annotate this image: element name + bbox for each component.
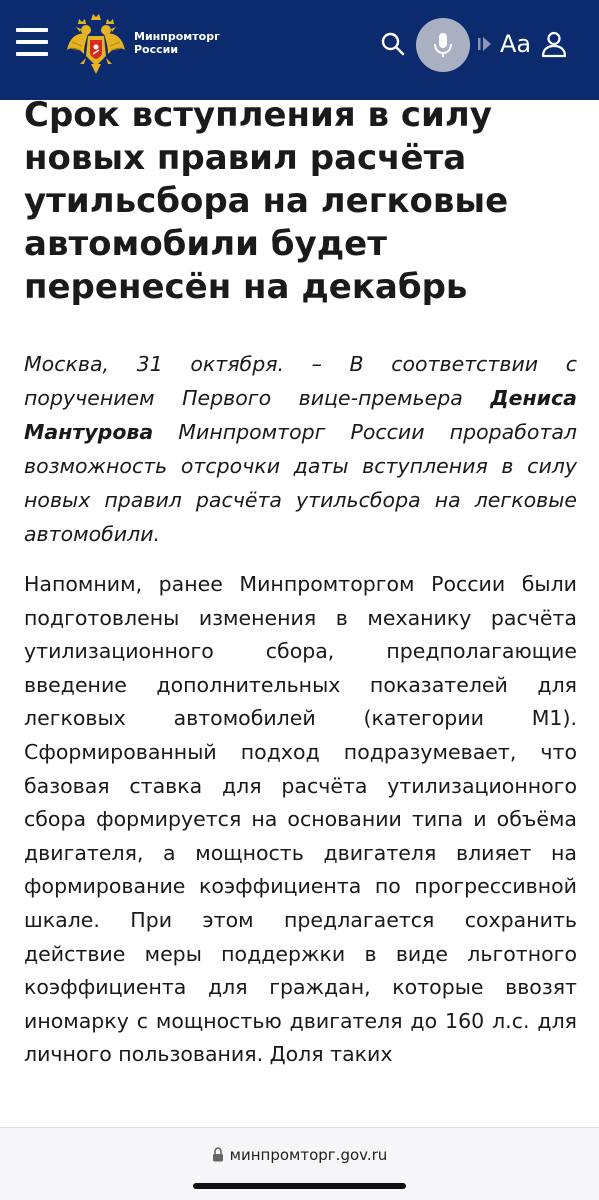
brand-line-2: России	[134, 43, 179, 56]
user-icon[interactable]	[540, 30, 568, 58]
lock-icon	[212, 1147, 224, 1162]
menu-icon[interactable]	[16, 28, 48, 56]
article-body: Напомним, ранее Минпромторгом России были подготовлены изменения в механику расчёта утилизационного сбора, предполагающие введение дополнительных показателей для легковых автомобилей (категории М1). Сформированный подход подразумевает, что базовая ставка для расчёта утилизационного сбора формируется на основании типа и объёма двигателя, а мощность двигателя влияет на формирование коэффициента по прогрессивной шкале. При этом предлагается сохранить действие меры поддержки в виде льготного коэффициента для граждан, которые ввозят иномарку с мощностью двигателя до 160 л.с. для личного пользования. Доля таких	[24, 572, 577, 1067]
lead-text-start: Москва, 31 октября. – В соответствии с поручением Первого вице-премьера	[24, 352, 577, 410]
voice-search-button[interactable]	[416, 18, 470, 72]
home-indicator[interactable]	[193, 1183, 406, 1189]
brand-line-1: Минпромторг	[134, 30, 220, 43]
site-header	[0, 0, 599, 100]
brand-name[interactable]	[134, 30, 220, 56]
text-size-button[interactable]: Aa	[500, 30, 532, 58]
browser-address-bar[interactable]	[0, 1127, 599, 1200]
coat-of-arms-logo[interactable]	[64, 10, 128, 78]
url-text: минпромторг.gov.ru	[229, 1146, 388, 1164]
article-title: Срок вступления в силу новых правил расчёта утильсбора на легковые автомобили будет перенесён на декабрь	[24, 95, 509, 307]
microphone-icon	[431, 31, 455, 59]
search-icon[interactable]	[380, 31, 406, 57]
url-display[interactable]	[0, 1145, 599, 1165]
play-icon[interactable]	[478, 34, 492, 54]
lead-person-name: Дениса Мантурова	[24, 386, 577, 444]
article-lead	[24, 347, 577, 551]
lead-text-end: Минпромторг России проработал возможность отсрочки даты вступления в силу новых правил расчёта утильсбора на легковые автомобили.	[24, 420, 577, 546]
